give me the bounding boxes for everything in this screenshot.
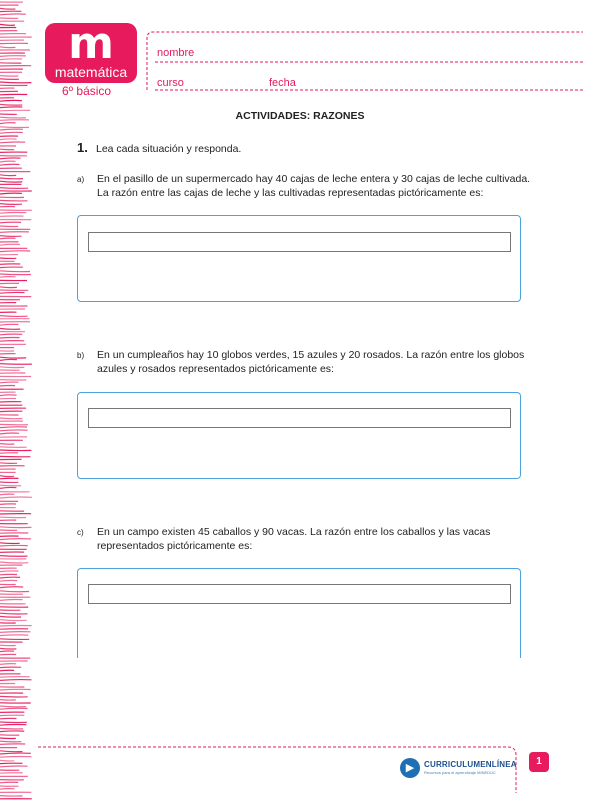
item-b [77,348,537,378]
answer-box-b[interactable] [77,392,521,479]
logo-word: matemática [54,64,128,80]
header-form-frame [145,30,585,92]
matematica-logo [45,18,137,83]
page-title: ACTIVIDADES: RAZONES [235,110,365,122]
item-letter: b) [77,351,85,360]
item-text: En un campo existen 45 caballos y 90 vacas. La razón entre los caballos y las vacas representados pictóricamente es: [97,526,491,552]
answer-line-c[interactable] [88,584,511,604]
brand-tagline: Recursos para el aprendizaje MINEDUC [424,770,496,775]
answer-box-c[interactable] [77,568,521,658]
item-a [77,172,537,202]
question-text: Lea cada situación y responda. [96,143,242,155]
answer-line-b[interactable] [88,408,511,428]
item-text: En el pasillo de un supermercado hay 40 cajas de leche entera y 30 cajas de leche cultivada. La razón entre las cajas de leche y las cultivadas representadas pictóricamente es: [97,173,531,199]
course-field-label: curso [157,77,184,89]
name-field-label: nombre [157,47,195,59]
grade-label: 6º básico [62,84,112,98]
item-c [77,525,537,555]
curriculum-en-linea-logo [400,758,520,780]
answer-line-a[interactable] [88,232,511,252]
item-letter: c) [77,528,84,537]
brand-name: CURRICULUMENLÍNEA [424,760,517,769]
item-letter: a) [77,175,85,184]
play-arrow-icon: ▶ [400,758,420,778]
date-field-label: fecha [269,77,296,89]
question-number: 1. [77,140,88,155]
item-text: En un cumpleaños hay 10 globos verdes, 15 azules y 20 rosados. La razón entre los globos azules y rosados representados pictóricamente es: [97,349,525,375]
answer-box-a[interactable] [77,215,521,302]
page-number-badge: 1 [529,752,549,772]
logo-letter: m [68,18,114,69]
